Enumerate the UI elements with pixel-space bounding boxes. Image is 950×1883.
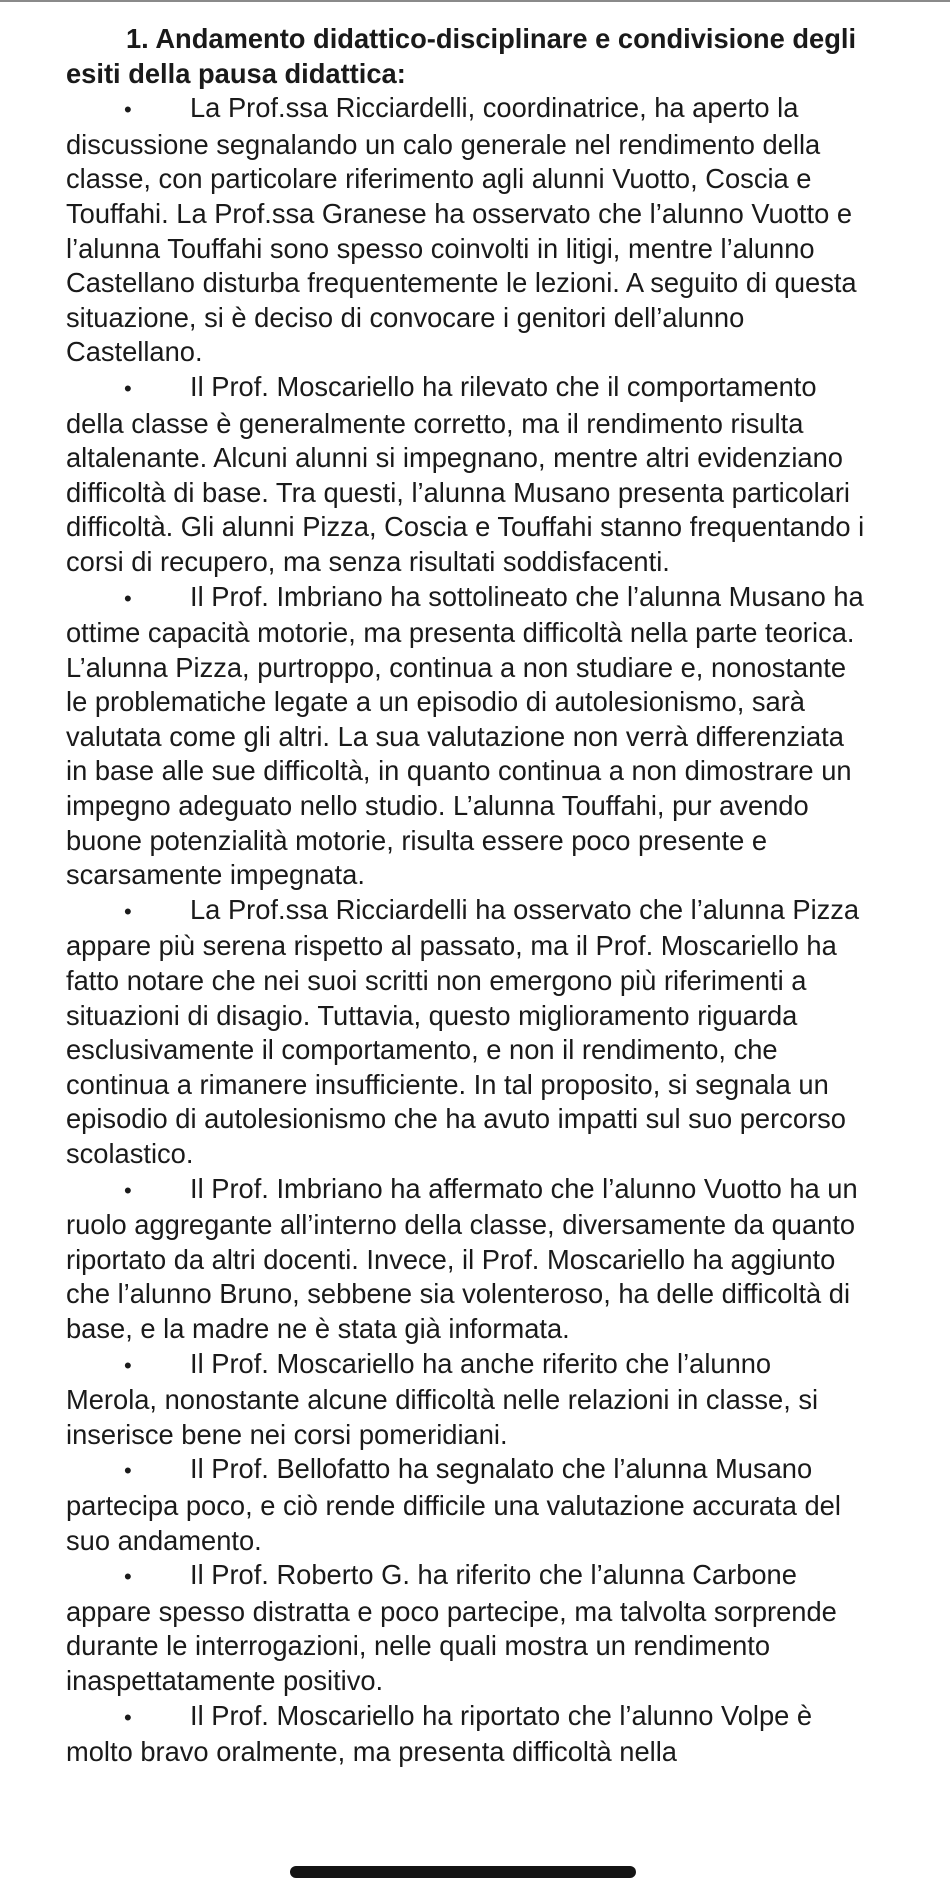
list-item-text: Il Prof. Roberto G. ha riferito che l’alunna Carbone appare spesso distratta e poco partecipe, ma talvolta sorprende durante le interrogazioni, nelle quali mostra un rendimento inaspettatamente positivo. — [66, 1559, 837, 1696]
list-item-text: Il Prof. Imbriano ha affermato che l’alunno Vuotto ha un ruolo aggregante all’interno della classe, diversamente da quanto riportato da altri docenti. Invece, il Prof. Moscariello ha aggiunto che l’alunno Bruno, sebbene sia volenteroso, ha delle difficoltà di base, e la madre ne è stata già informata. — [66, 1172, 858, 1344]
bullet-icon: • — [124, 375, 132, 401]
list-item-text: La Prof.ssa Ricciardelli, coordinatrice, ha aperto la discussione segnalando un calo generale nel rendimento della classe, con particolare riferimento agli alunni Vuotto, Coscia e Touffahi. La Prof.ssa Granese ha osservato che l’alunno Vuotto e l’alunna Touffahi sono spesso coinvolti in litigi, mentre l’alunno Castellano disturba frequentemente le lezioni. A seguito di questa situazione, si è deciso di convocare i genitori dell’alunno Castellano. — [66, 92, 857, 368]
list-item-text: Il Prof. Bellofatto ha segnalato che l’alunna Musano partecipa poco, e ciò rende difficile una valutazione accurata del suo andamento. — [66, 1453, 841, 1556]
list-item — [66, 1347, 866, 1453]
bullet-icon: • — [124, 1704, 132, 1730]
list-item-text: Il Prof. Imbriano ha sottolineato che l’alunna Musano ha ottime capacità motorie, ma presenta difficoltà nella parte teorica. L’alunna Pizza, purtroppo, continua a non studiare e, nonostante le problematiche legate a un episodio di autolesionismo, sarà valutata come gli altri. La sua valutazione non verrà differenziata in base alle sue difficoltà, in quanto continua a non dimostrare un impegno adeguato nello studio. L’alunna Touffahi, pur avendo buone potenzialità motorie, risulta essere poco presente e scarsamente impegnata. — [66, 580, 864, 891]
top-divider — [0, 0, 950, 2]
list-item-text: Il Prof. Moscariello ha rilevato che il comportamento della classe è generalmente corretto, ma il rendimento risulta altalenante. Alcuni alunni si impegnano, mentre altri evidenziano difficoltà di base. Tra questi, l’alunna Musano presenta particolari difficoltà. Gli alunni Pizza, Coscia e Touffahi stanno frequentando i corsi di recupero, ma senza risultati soddisfacenti. — [66, 370, 865, 577]
list-item — [66, 580, 866, 893]
bullet-icon: • — [124, 1352, 132, 1378]
list-item-text: La Prof.ssa Ricciardelli ha osservato che l’alunna Pizza appare più serena rispetto al passato, ma il Prof. Moscariello ha fatto notare che nei suoi scritti non emergono più riferimenti a situazioni di disagio. Tuttavia, questo miglioramento riguarda esclusivamente il comportamento, e non il rendimento, che continua a rimanere insufficiente. In tal proposito, si segnala un episodio di autolesionismo che ha avuto impatti sul suo percorso scolastico. — [66, 893, 860, 1169]
list-item — [66, 91, 866, 370]
list-item-text: Il Prof. Moscariello ha riportato che l’alunno Volpe è molto bravo oralmente, ma presenta difficoltà nella — [66, 1699, 813, 1768]
bullet-icon: • — [124, 1177, 132, 1203]
list-item — [66, 1699, 866, 1770]
list-item — [66, 1558, 866, 1698]
bullet-icon: • — [124, 97, 132, 123]
bullet-icon: • — [124, 898, 132, 924]
document-body — [66, 22, 866, 1770]
list-item-text: Il Prof. Moscariello ha anche riferito che l’alunno Merola, nonostante alcune difficoltà nelle relazioni in classe, si inserisce bene nei corsi pomeridiani. — [66, 1347, 819, 1450]
list-item — [66, 370, 866, 580]
list-item — [66, 893, 866, 1172]
bullet-icon: • — [124, 1564, 132, 1590]
scroll-indicator[interactable] — [290, 1866, 636, 1878]
bullet-icon: • — [124, 585, 132, 611]
section-heading: 1. Andamento didattico-disciplinare e condivisione degli esiti della pausa didattica: — [66, 23, 857, 89]
list-item — [66, 1172, 866, 1347]
list-item — [66, 1452, 866, 1558]
bullet-icon: • — [124, 1458, 132, 1484]
